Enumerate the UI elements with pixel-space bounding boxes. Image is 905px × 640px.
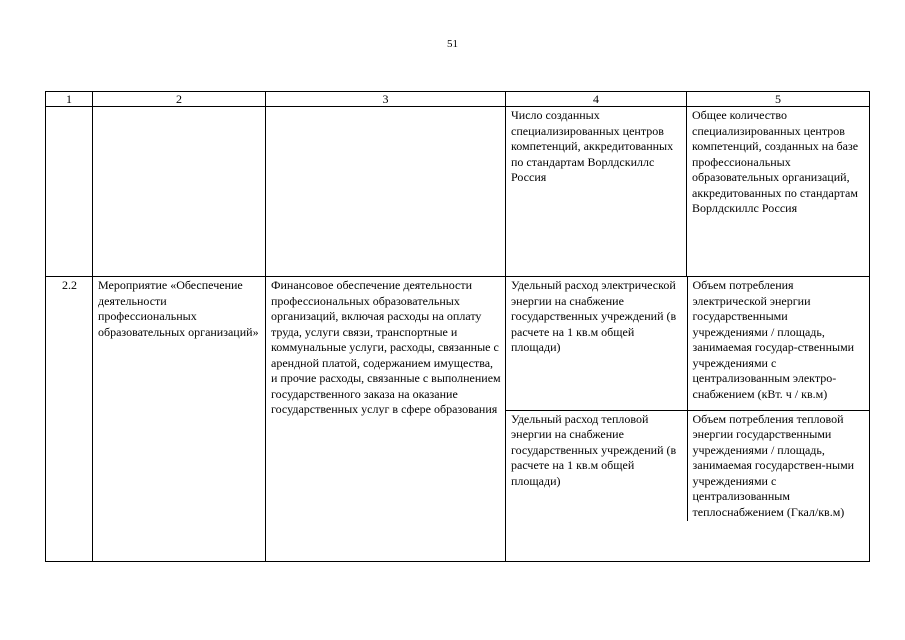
row2-event-cell: Мероприятие «Обеспечение деятельности профессиональных образовательных организаций» — [93, 277, 266, 562]
electric-indicator-cell: Удельный расход электрической энергии на снабжение государственных учреждений (в расчете на 1 кв.м общей площади) — [506, 277, 687, 410]
header-cell-1: 1 — [46, 92, 93, 107]
row2-number-cell: 2.2 — [46, 277, 93, 562]
row1-description-cell — [266, 107, 506, 277]
header-cell-3: 3 — [266, 92, 506, 107]
electric-formula-cell: Объем потребления электрической энергии государственными учреждениями / площадь, занимаемая государ-ственными учреждениями с централизованным электро-снабжением (кВт. ч / кв.м) — [692, 278, 855, 401]
row1-event-cell — [93, 107, 266, 277]
row1-number-cell — [46, 107, 93, 277]
row1-indicator-cell: Число созданных специализированных центров компетенций, аккредитованных по стандартам Ворлдскиллс Россия — [506, 107, 687, 277]
row2-sub-row-heat — [506, 410, 870, 521]
row1-formula-cell: Общее количество специализированных центров компетенций, созданных на базе профессиональных образовательных организаций, аккредитованных по стандартам Ворлдскиллс Россия — [687, 107, 870, 277]
heat-indicator-cell: Удельный расход тепловой энергии на снабжение государственных учреждений (в расчете на 1 кв.м общей площади) — [506, 410, 687, 521]
header-cell-2: 2 — [93, 92, 266, 107]
page-number: 51 — [447, 38, 458, 50]
header-cell-5: 5 — [687, 92, 870, 107]
row2-indicators-group — [506, 277, 870, 562]
table-row — [46, 107, 870, 277]
header-cell-4: 4 — [506, 92, 687, 107]
table-row — [46, 277, 870, 562]
indicators-table — [45, 91, 870, 562]
heat-formula-cell: Объем потребления тепловой энергии государственными учреждениями / площадь, занимаемая государствен-ными учреждениями с централизованным теплоснабжением (Гкал/кв.м) — [687, 410, 870, 521]
row2-description-cell: Финансовое обеспечение деятельности профессиональных образовательных организаций, включая расходы на оплату труда, услуги связи, транспортные и коммунальные услуги, расходы, связанные с арендной платой, содержанием имущества, и прочие расходы, связанные с выполнением государственного заказа на оказание государственных услуг в сфере образования — [266, 277, 506, 562]
row2-sub-row-electric — [506, 277, 870, 410]
table-header-row — [46, 92, 870, 107]
row2-subtable — [506, 277, 870, 521]
